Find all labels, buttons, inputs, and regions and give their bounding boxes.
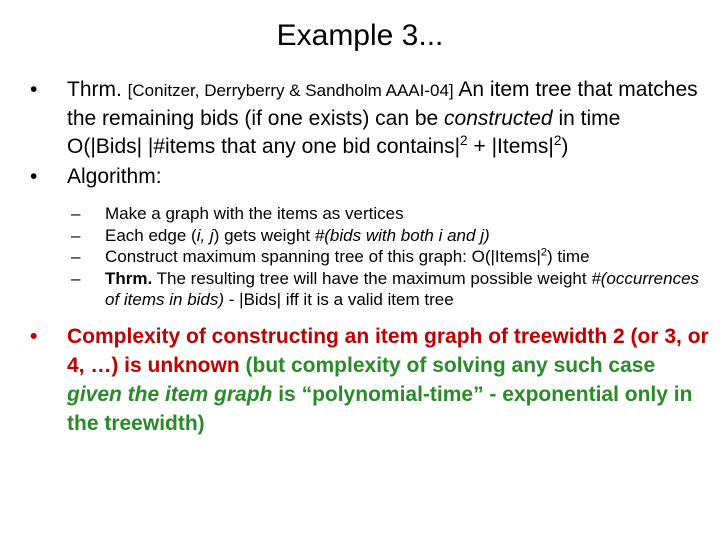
bullet-theorem (30, 76, 710, 161)
citation: [Conitzer, Derryberry & Sandholm AAAI-04] (127, 81, 454, 100)
bullet-dot: • (30, 324, 38, 348)
thrm-label: Thrm. (67, 78, 122, 101)
algorithm-steps (30, 203, 710, 311)
bullet-dot: • (30, 78, 38, 101)
step-4: – Thrm. The resulting tree will have the maximum possible weight #(occurrences of items in bids) - |Bids| iff it is a valid item tree (71, 268, 700, 309)
polynomial-note: (but complexity of solving any such case given the item graph is “polynomial-time” - exponential only in the treewidth) (67, 353, 693, 435)
dash-marker: – (71, 247, 81, 266)
algorithm-label: Algorithm: (67, 165, 162, 188)
complexity-formula: O(|Bids| |#items that any one bid $contains|^2$ + $|Items|^2$) (67, 133, 569, 158)
step-2: – Each edge (i, j) gets weight #(bids with both i and j) (71, 225, 490, 245)
theorem-text: An item tree that matches the remaining bids (if one exists) can be (67, 78, 698, 130)
bullet-list (30, 76, 710, 438)
unknown-complexity-text: Complexity of constructing an item graph of treewidth 2 (or 3, or 4, …) is unknown (67, 324, 709, 377)
in-time-text: in time (558, 107, 621, 130)
bullet-complexity (30, 322, 710, 438)
bullet-algorithm (30, 163, 710, 191)
bullet-dot: • (30, 165, 38, 188)
slide-title: Example 3... (276, 19, 444, 52)
dash-marker: – (71, 225, 81, 245)
step-3: – Construct maximum spanning tree of this graph: $O(|Items|^2)$ time (71, 246, 590, 266)
dash-marker: – (71, 204, 81, 223)
dash-marker: – (71, 268, 81, 288)
step-1: – Make a graph with the items as vertices (71, 204, 404, 223)
constructed-word: constructed (444, 107, 553, 130)
